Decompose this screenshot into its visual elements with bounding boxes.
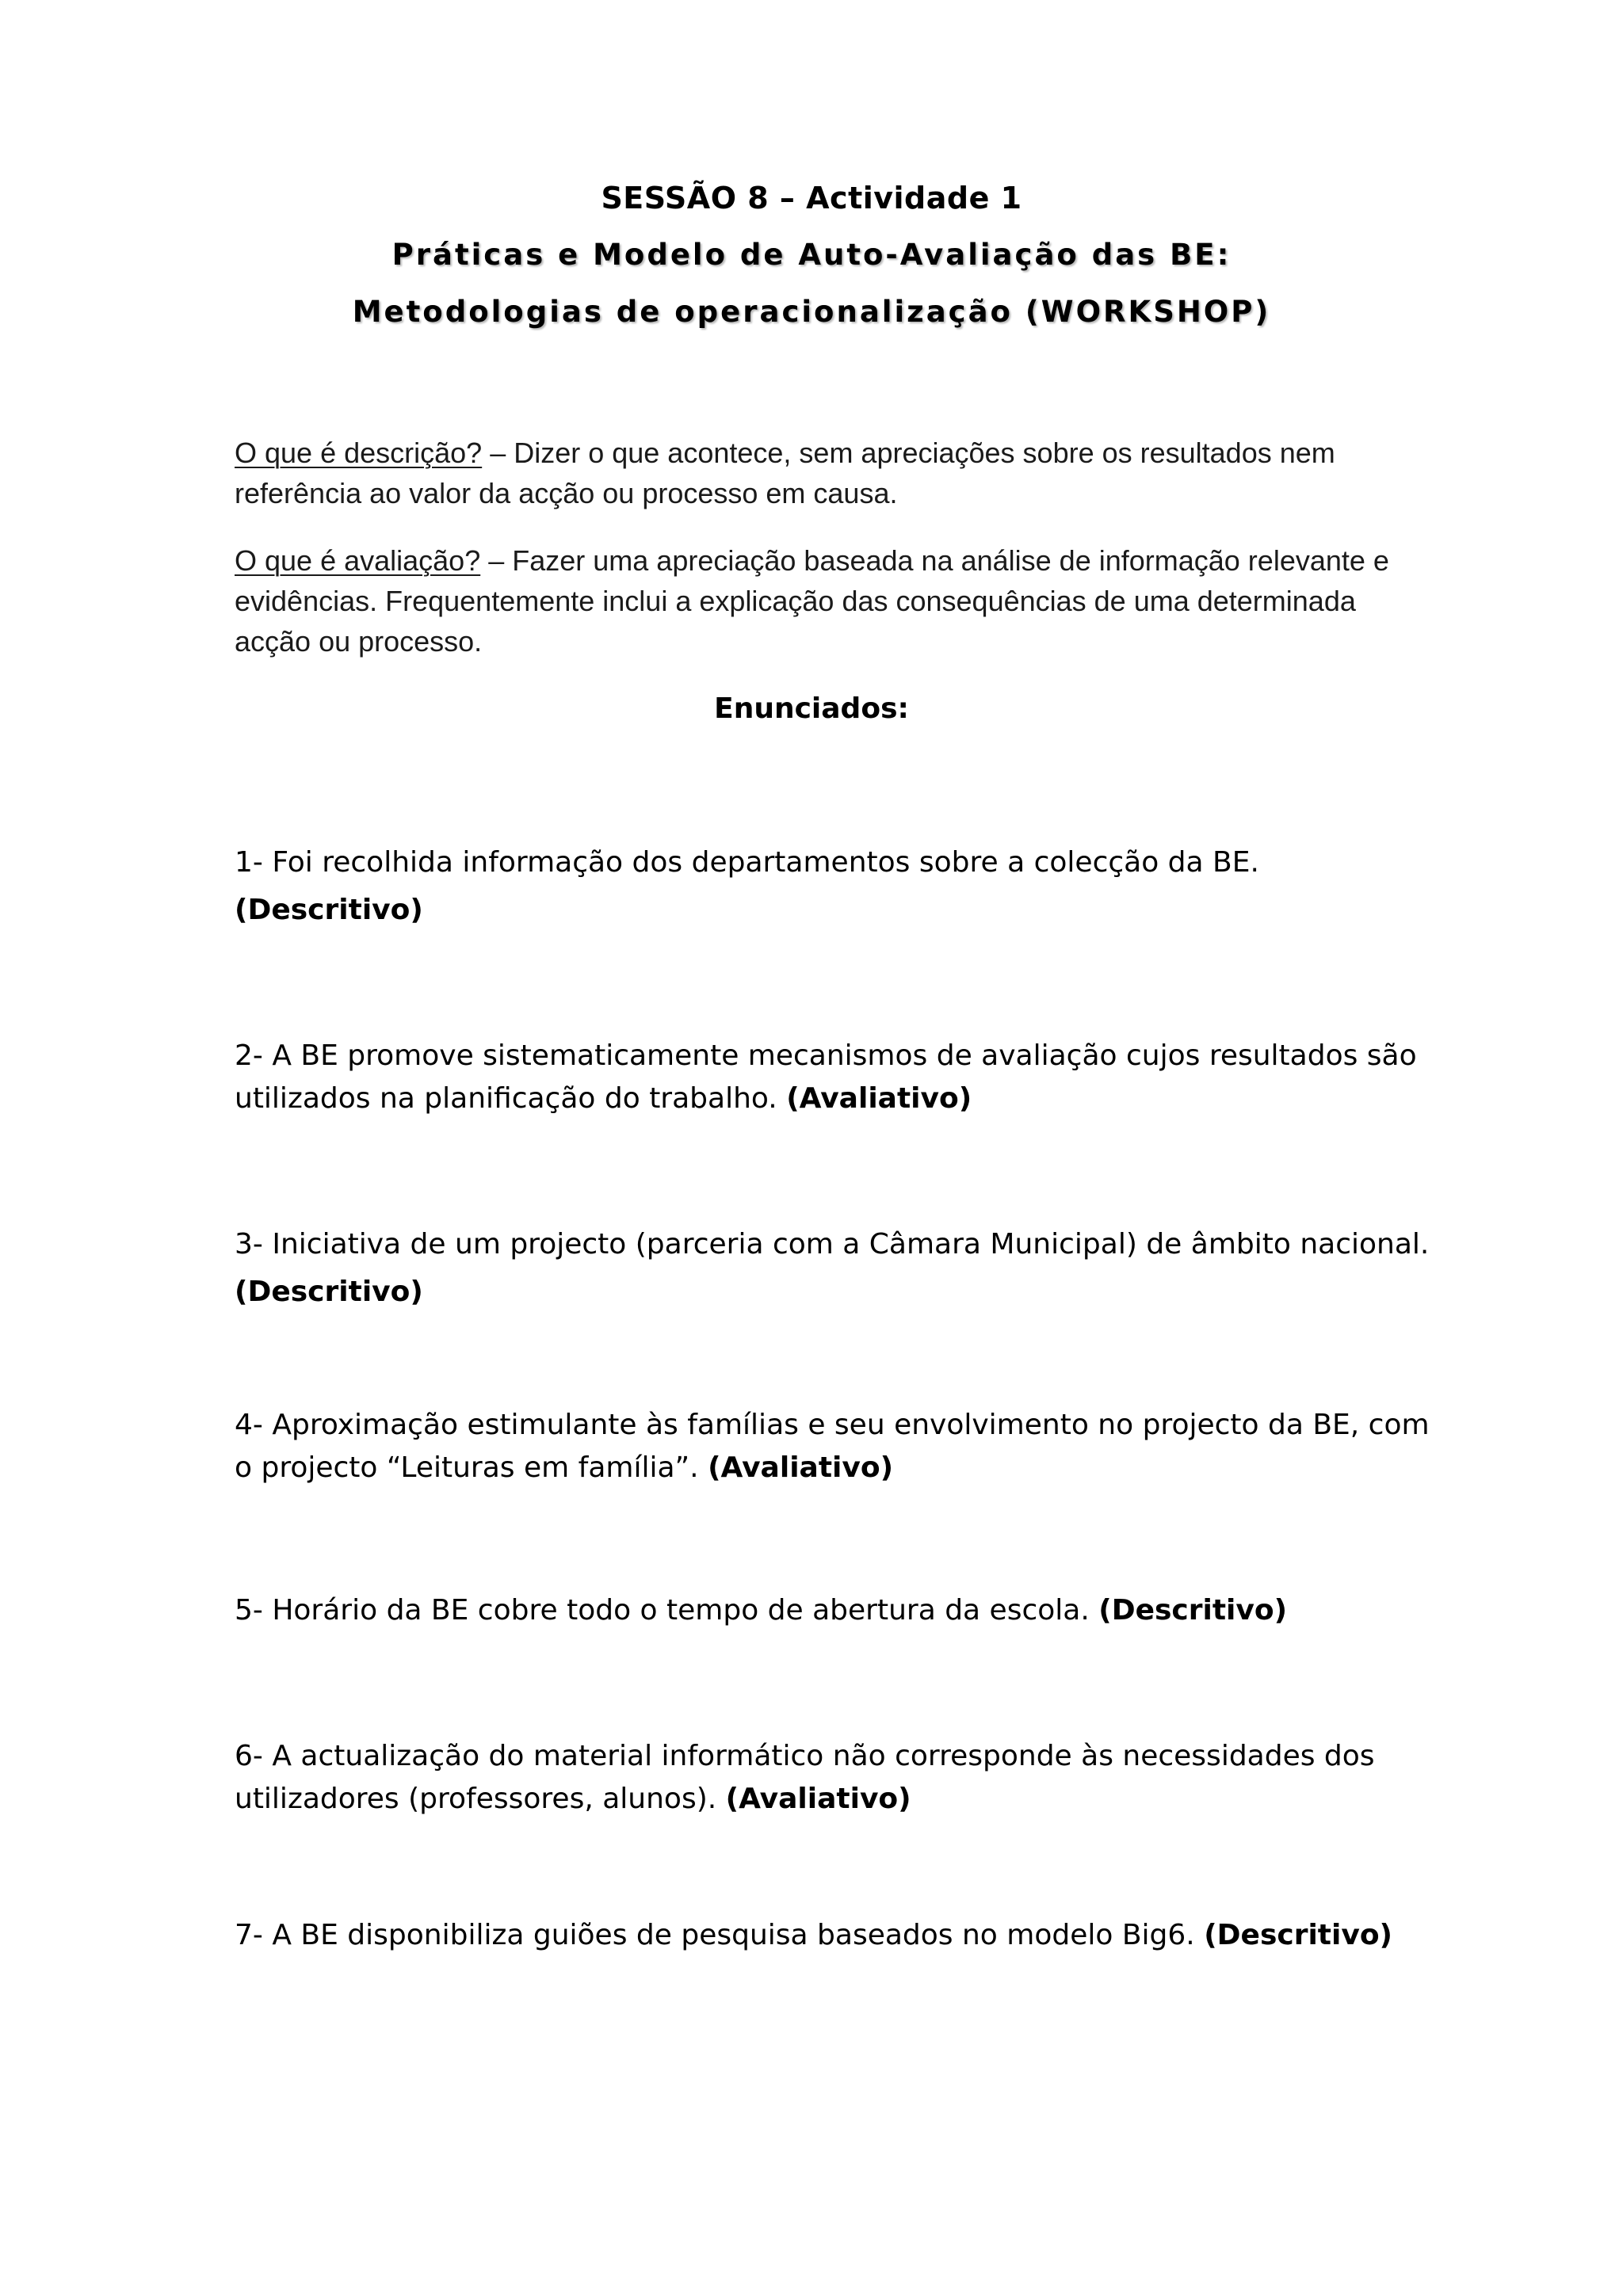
statement-text: 6- A actualização do material informático não corresponde às necessidades dos utilizadores (professores, alunos). bbox=[235, 1740, 1375, 1815]
definition-text: – Fazer uma apreciação baseada na análise de informação relevante e evidências. Frequentemente inclui a explicação das consequências de uma determinada acção ou processo. bbox=[235, 544, 1389, 658]
statement-item-1 bbox=[235, 841, 1439, 932]
definition-text: – Dizer o que acontece, sem apreciações sobre os resultados nem referência ao valor da acção ou processo em causa. bbox=[235, 437, 1335, 509]
statement-item-2 bbox=[235, 1035, 1439, 1120]
statement-tag: (Descritivo) bbox=[1204, 1919, 1393, 1951]
statement-tag: (Avaliativo) bbox=[786, 1082, 972, 1115]
session-title: SESSÃO 8 – Actividade 1 bbox=[601, 181, 1022, 215]
statement-item-7 bbox=[235, 1914, 1439, 1957]
definition-term: O que é descrição? bbox=[235, 437, 483, 469]
definition-term: O que é avaliação? bbox=[235, 544, 481, 577]
statement-tag: (Descritivo) bbox=[1098, 1594, 1288, 1627]
statement-text: 4- Aproximação estimulante às famílias e seu envolvimento no projecto da BE, com o projecto “Leituras em família”. bbox=[235, 1409, 1430, 1484]
statement-item-5 bbox=[235, 1589, 1439, 1632]
definition-description bbox=[235, 433, 1423, 513]
statement-item-3 bbox=[235, 1223, 1439, 1314]
statement-text: 1- Foi recolhida informação dos departamentos sobre a colecção da BE. bbox=[235, 846, 1259, 879]
practices-title: Práticas e Modelo de Auto-Avaliação das BE: bbox=[391, 238, 1232, 272]
definition-evaluation bbox=[235, 540, 1423, 662]
statement-text: 3- Iniciativa de um projecto (parceria com a Câmara Municipal) de âmbito nacional. bbox=[235, 1228, 1430, 1261]
statement-tag: (Avaliativo) bbox=[708, 1451, 894, 1484]
statement-item-6 bbox=[235, 1735, 1439, 1821]
statement-tag: (Avaliativo) bbox=[725, 1783, 911, 1815]
statement-text: 7- A BE disponibiliza guiões de pesquisa baseados no modelo Big6. bbox=[235, 1919, 1205, 1951]
statement-tag: (Descritivo) bbox=[235, 1276, 423, 1308]
statement-tag: (Descritivo) bbox=[235, 894, 423, 926]
methodologies-title: Metodologias de operacionalização (WORKSHOP) bbox=[352, 295, 1271, 329]
statement-text: 5- Horário da BE cobre todo o tempo de abertura da escola. bbox=[235, 1594, 1099, 1627]
section-title: Enunciados: bbox=[714, 692, 909, 725]
statement-text: 2- A BE promove sistematicamente mecanismos de avaliação cujos resultados são utilizados na planificação do trabalho. bbox=[235, 1039, 1417, 1115]
statement-item-4 bbox=[235, 1404, 1439, 1489]
